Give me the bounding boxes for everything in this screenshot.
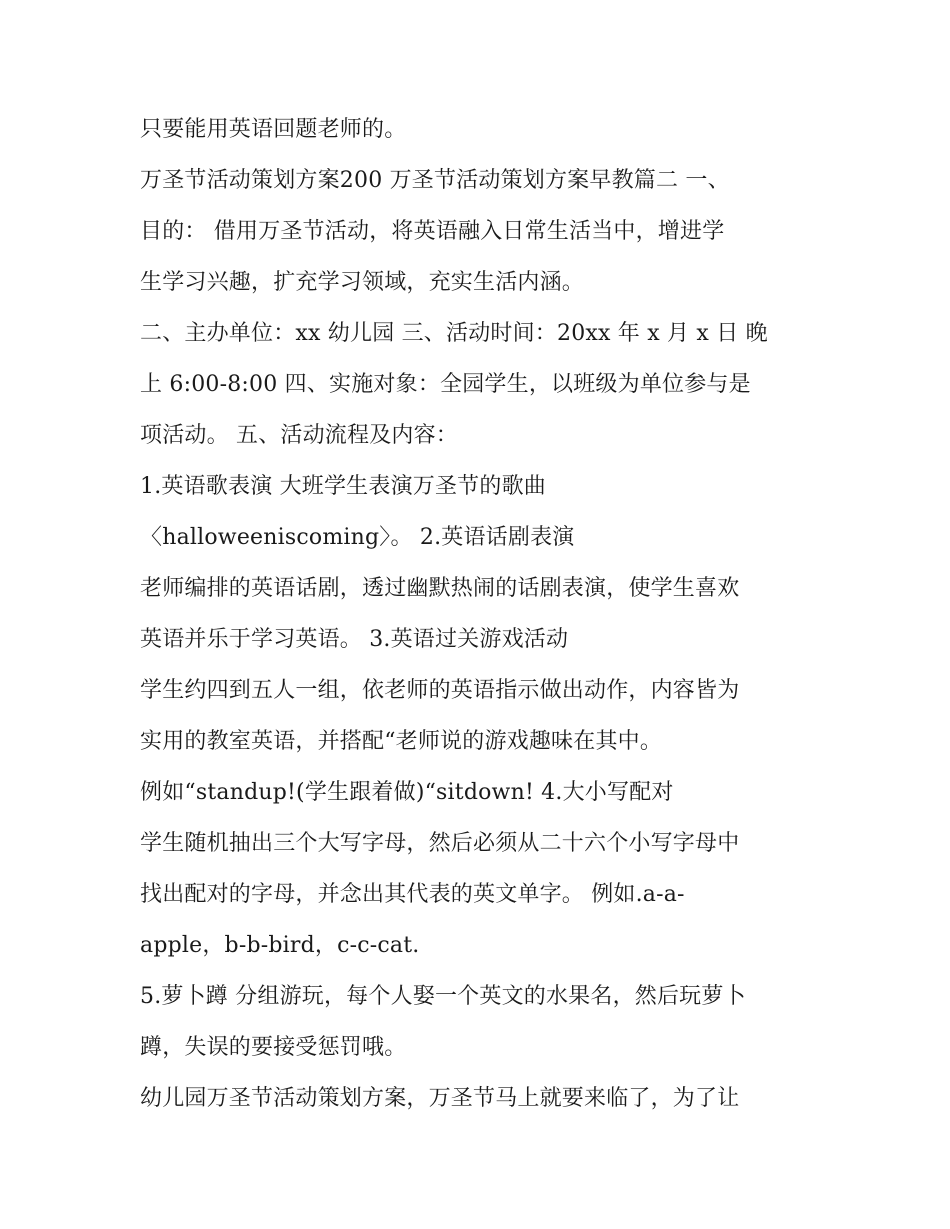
- text-line: 万圣节活动策划方案200 万圣节活动策划方案早教篇二 一、: [140, 168, 730, 193]
- text-line: 例如“standup!(学生跟着做)“sitdown! 4.大小写配对: [140, 780, 674, 805]
- text-line: 蹲，失误的要接受惩罚哦。: [140, 1035, 407, 1060]
- text-line: 上 6:00-8:00 四、实施对象：全园学生，以班级为单位参与是: [140, 372, 751, 397]
- text-line: 幼儿园万圣节活动策划方案，万圣节马上就要来临了，为了让: [140, 1086, 740, 1111]
- text-line: 1.英语歌表演 大班学生表演万圣节的歌曲: [140, 474, 546, 499]
- text-line: apple，b-b-bird，c-c-cat.: [140, 933, 420, 958]
- text-line: 生学习兴趣，扩充学习领域，充实生活内涵。: [140, 270, 585, 295]
- text-line: 老师编排的英语话剧，透过幽默热闹的话剧表演，使学生喜欢: [140, 576, 740, 601]
- text-line: 学生随机抽出三个大写字母，然后必须从二十六个小写字母中: [140, 831, 740, 856]
- text-line: 实用的教室英语，并搭配“老师说的游戏趣味在其中。: [140, 729, 663, 754]
- text-line: 〈halloweeniscoming〉。 2.英语话剧表演: [140, 525, 575, 550]
- text-line: 找出配对的字母，并念出其代表的英文单字。 例如.a-a-: [140, 882, 685, 907]
- text-line: 二、主办单位：xx 幼儿园 三、活动时间：20xx 年 x 月 x 日 晚: [140, 321, 768, 346]
- document-body: [140, 104, 830, 1124]
- text-line: 目的： 借用万圣节活动，将英语融入日常生活当中，增进学: [140, 219, 725, 244]
- text-line: 项活动。 五、活动流程及内容：: [140, 423, 458, 448]
- text-line: 英语并乐于学习英语。 3.英语过关游戏活动: [140, 627, 569, 652]
- text-line: 5.萝卜蹲 分组游玩，每个人娶一个英文的水果名，然后玩萝卜: [140, 984, 746, 1009]
- text-line: 学生约四到五人一组，依老师的英语指示做出动作，内容皆为: [140, 678, 740, 703]
- text-line: 只要能用英语回题老师的。: [140, 117, 407, 142]
